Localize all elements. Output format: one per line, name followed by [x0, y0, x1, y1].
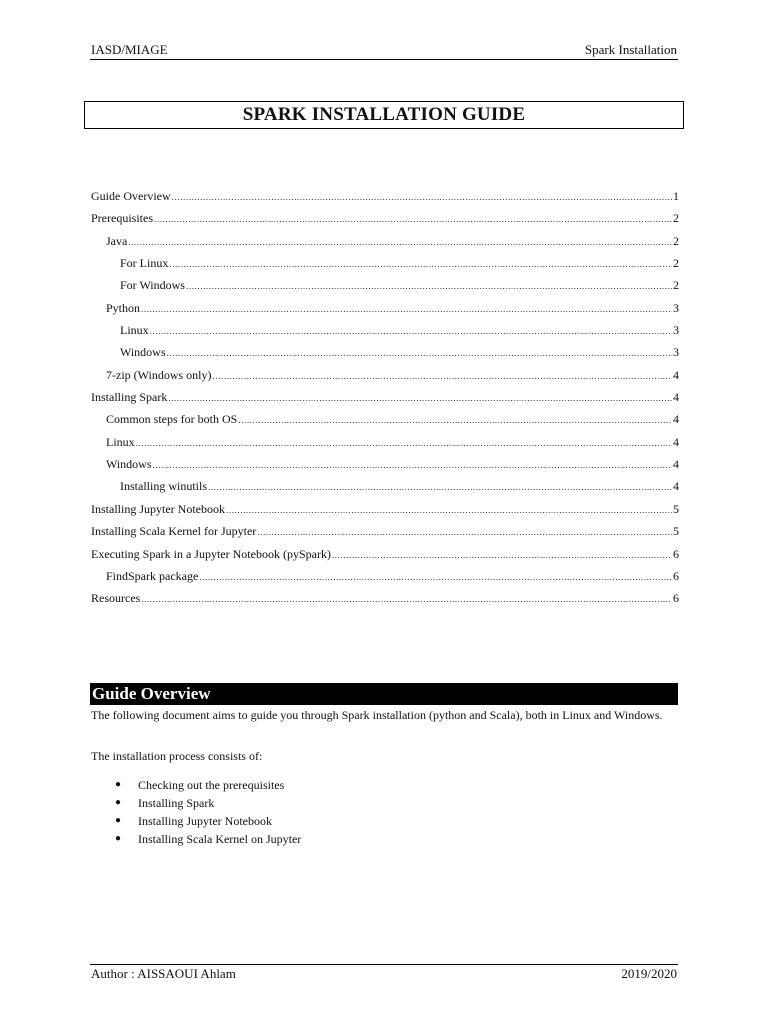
toc-entry-page: 2 — [673, 278, 679, 293]
toc-entry-label: Linux — [120, 323, 149, 338]
toc-entry[interactable] — [91, 255, 679, 277]
toc-leader-dots — [141, 591, 672, 607]
header-left-text: IASD/MIAGE — [91, 42, 168, 57]
toc-entry-page: 6 — [673, 568, 679, 583]
toc-entry-page: 6 — [673, 546, 679, 561]
section-heading: Guide Overview — [90, 683, 678, 705]
toc-entry[interactable] — [91, 300, 679, 322]
toc-entry-page: 2 — [673, 211, 679, 226]
bullet-icon: ● — [115, 797, 122, 808]
toc-leader-dots — [172, 189, 672, 205]
toc-entry[interactable] — [91, 322, 679, 344]
toc-entry-label: 7-zip (Windows only) — [106, 367, 212, 382]
toc-entry-label: Resources — [91, 591, 141, 606]
toc-entry-page: 4 — [673, 479, 679, 494]
toc-entry-page: 1 — [673, 189, 679, 203]
toc-entry-label: Java — [106, 233, 128, 248]
toc-entry-page: 4 — [673, 412, 679, 427]
toc-entry-label: Windows — [120, 345, 166, 360]
toc-entry-label: Installing Jupyter Notebook — [91, 501, 225, 516]
toc-entry[interactable] — [91, 590, 679, 612]
footer-year: 2019/2020 — [621, 966, 677, 981]
toc-leader-dots — [141, 301, 672, 317]
toc-entry-page: 3 — [673, 300, 679, 315]
intro-paragraph: The following document aims to guide you through Spark installation (python and Scala), both in Linux and Windows. — [91, 708, 663, 722]
process-paragraph: The installation process consists of: — [91, 749, 263, 763]
page-header — [90, 42, 678, 60]
toc-entry-page: 5 — [673, 501, 679, 516]
toc-entry-page: 2 — [673, 256, 679, 271]
toc-leader-dots — [150, 323, 672, 339]
toc-entry[interactable] — [91, 344, 679, 366]
toc-entry[interactable] — [91, 233, 679, 255]
list-item: ● Checking out the prerequisites — [115, 778, 285, 792]
toc-entry-page: 3 — [673, 323, 679, 338]
toc-entry[interactable] — [91, 568, 679, 590]
toc-entry-label: Installing Scala Kernel for Jupyter — [91, 524, 257, 539]
toc-entry[interactable] — [91, 478, 679, 500]
toc-leader-dots — [153, 457, 672, 473]
page-footer — [90, 964, 678, 983]
toc-leader-dots — [128, 234, 672, 250]
toc-entry-page: 4 — [673, 434, 679, 449]
toc-entry-label: Executing Spark in a Jupyter Notebook (pySpark) — [91, 546, 331, 561]
toc-entry-page: 4 — [673, 390, 679, 405]
toc-entry-label: FindSpark package — [106, 568, 199, 583]
toc-leader-dots — [168, 390, 672, 406]
toc-entry-page: 4 — [673, 457, 679, 472]
document-title: SPARK INSTALLATION GUIDE — [84, 101, 684, 129]
list-item: ● Installing Scala Kernel on Jupyter — [115, 832, 302, 846]
toc-leader-dots — [154, 211, 672, 227]
list-item: ● Installing Spark — [115, 796, 215, 810]
toc-entry[interactable] — [91, 523, 679, 545]
toc-entry-page: 4 — [673, 367, 679, 382]
toc-entry-label: For Linux — [120, 256, 169, 271]
toc-entry-page: 5 — [673, 524, 679, 539]
toc-entry-page: 3 — [673, 345, 679, 360]
toc-leader-dots — [213, 368, 673, 384]
bullet-icon: ● — [115, 815, 122, 826]
toc-entry[interactable] — [91, 501, 679, 523]
toc-entry-label: Linux — [106, 434, 135, 449]
toc-entry-page: 6 — [673, 591, 679, 606]
bullet-icon: ● — [115, 833, 122, 844]
footer-author: Author : AISSAOUI Ahlam — [91, 966, 236, 981]
toc-entry-label: For Windows — [120, 278, 185, 293]
toc-entry[interactable] — [91, 210, 679, 232]
toc-entry[interactable] — [91, 411, 679, 433]
toc-entry-label: Python — [106, 300, 141, 315]
toc-leader-dots — [208, 479, 672, 495]
toc-leader-dots — [257, 524, 672, 540]
bullet-icon: ● — [115, 779, 122, 790]
toc-entry-label: Installing Spark — [91, 390, 168, 405]
header-right-text: Spark Installation — [584, 42, 677, 57]
toc-leader-dots — [199, 569, 672, 585]
toc-leader-dots — [226, 502, 672, 518]
toc-leader-dots — [332, 547, 672, 563]
toc-entry[interactable] — [91, 434, 679, 456]
toc-leader-dots — [167, 345, 672, 361]
toc-leader-dots — [136, 435, 672, 451]
toc-leader-dots — [186, 278, 672, 294]
toc-entry-label: Prerequisites — [91, 211, 153, 226]
toc-leader-dots — [238, 412, 672, 428]
toc-entry-page: 2 — [673, 233, 679, 248]
toc-entry-label: Guide Overview — [91, 189, 171, 203]
toc-entry-label: Common steps for both OS — [106, 412, 238, 427]
toc-entry[interactable] — [91, 456, 679, 478]
toc-entry[interactable] — [91, 389, 679, 411]
toc-entry[interactable] — [91, 546, 679, 568]
toc-entry-label: Installing winutils — [120, 479, 207, 494]
toc-entry[interactable] — [91, 367, 679, 389]
table-of-contents — [91, 188, 679, 613]
toc-leader-dots — [169, 256, 672, 272]
steps-list — [113, 776, 673, 848]
toc-entry[interactable] — [91, 188, 679, 210]
toc-entry-label: Windows — [106, 457, 152, 472]
toc-entry[interactable] — [91, 277, 679, 299]
list-item: ● Installing Jupyter Notebook — [115, 814, 272, 828]
